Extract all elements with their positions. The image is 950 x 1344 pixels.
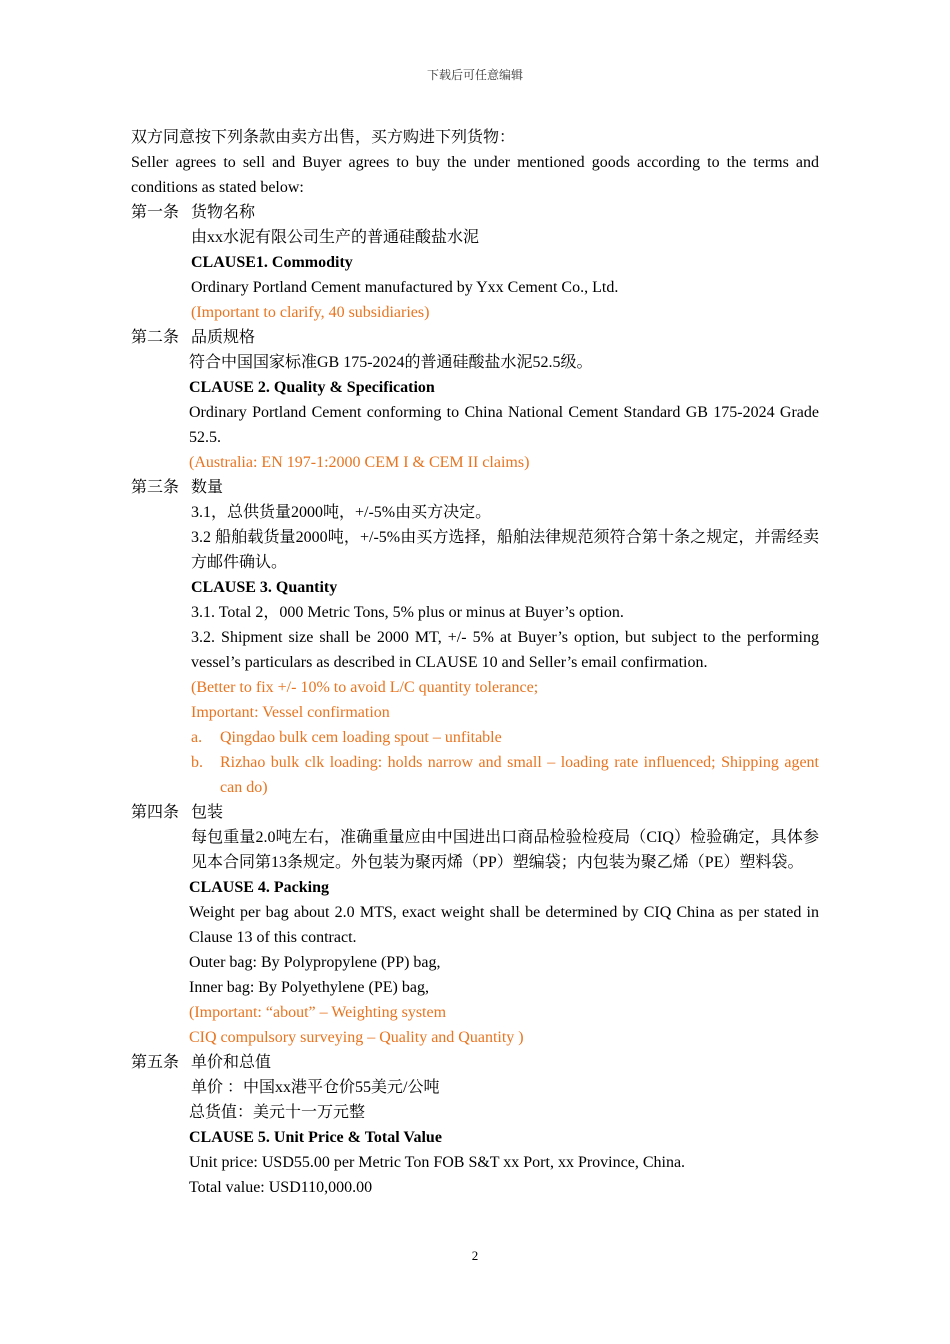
clause3-en2: 3.2. Shipment size shall be 2000 MT, +/- 5% at Buyer’s option, but subject to the performing vessel’s particulars as described in CLAUSE 10 and Seller’s email confirmation.	[191, 629, 819, 671]
clause5-cn1: 单价 ：中国xx港平仓价55美元/公吨	[191, 1079, 440, 1096]
clause5-en-title: CLAUSE 5. Unit Price & Total Value	[189, 1129, 442, 1146]
page-number: 2	[471, 1248, 479, 1263]
clause5-number: 第五条	[131, 1054, 180, 1071]
clause1-cn: 由xx水泥有限公司生产的普通硅酸盐水泥	[191, 229, 480, 246]
clause4-en-title: CLAUSE 4. Packing	[189, 879, 330, 896]
clause4-number: 第四条	[131, 804, 180, 821]
clause4-title: 包装	[191, 804, 224, 821]
clause5-en1: Unit price: USD55.00 per Metric Ton FOB S&T xx Port, xx Province, China.	[189, 1154, 686, 1171]
intro-cn: 双方同意按下列条款由卖方出售，买方购进下列货物：	[131, 129, 516, 146]
clause1-note: (Important to clarify, 40 subsidiaries)	[191, 304, 430, 321]
clause4-en3: Inner bag: By Polyethylene (PE) bag,	[189, 979, 429, 996]
clause2-en-title: CLAUSE 2. Quality & Specification	[189, 379, 435, 396]
clause4-en2: Outer bag: By Polypropylene (PP) bag,	[189, 954, 441, 971]
clause2-note: (Australia: EN 197-1:2000 CEM I & CEM II claims)	[189, 454, 530, 471]
clause1-number: 第一条	[131, 204, 180, 221]
list-text: Rizhao bulk clk loading: holds narrow and small – loading rate influenced; Shipping agent can do)	[220, 754, 819, 796]
clause1-en: Ordinary Portland Cement manufactured by Yxx Cement Co., Ltd.	[191, 279, 619, 296]
page-header: 下载后可任意编辑	[426, 68, 523, 82]
clause3-note1: (Better to fix +/- 10% to avoid L/C quantity tolerance;	[191, 679, 539, 696]
clause1-en-title: CLAUSE1. Commodity	[191, 254, 353, 271]
list-marker: b.	[191, 754, 203, 771]
list-item	[131, 725, 819, 750]
list-item	[131, 750, 819, 800]
clause4-note1: (Important: “about” – Weighting system	[189, 1004, 447, 1021]
clause4-en1: Weight per bag about 2.0 MTS, exact weight shall be determined by CIQ China as per stated in Clause 13 of this contract.	[189, 904, 819, 946]
list-text: Qingdao bulk cem loading spout – unfitable	[220, 729, 502, 746]
clause2-cn: 符合中国国家标准GB 175-2024的普通硅酸盐水泥52.5级。	[189, 354, 593, 371]
clause3-en1: 3.1. Total 2，000 Metric Tons, 5% plus or minus at Buyer’s option.	[191, 604, 624, 621]
clause4-cn: 每包重量2.0吨左右，准确重量应由中国进出口商品检验检疫局（CIQ）检验确定，具体参见本合同第13条规定。外包装为聚丙烯（PP）塑编袋；内包装为聚乙烯（PE）塑料袋。	[191, 829, 819, 871]
clause3-heading	[131, 475, 819, 500]
clause2-title: 品质规格	[191, 329, 256, 346]
clause3-cn2: 3.2 船舶载货量2000吨，+/-5%由买方选择，船舶法律规范须符合第十条之规定，并需经卖方邮件确认。	[191, 529, 819, 571]
clause3-cn1: 3.1，总供货量2000吨，+/-5%由买方决定。	[191, 504, 492, 521]
clause3-title: 数量	[191, 479, 224, 496]
clause4-note2: CIQ compulsory surveying – Quality and Quantity )	[189, 1029, 524, 1046]
clause5-cn2: 总货值：美元十一万元整	[189, 1104, 366, 1121]
clause5-en2: Total value: USD110,000.00	[189, 1179, 373, 1196]
clause1-title: 货物名称	[191, 204, 256, 221]
clause2-heading	[131, 325, 819, 350]
clause1-heading	[131, 200, 819, 225]
clause2-number: 第二条	[131, 329, 180, 346]
clause3-number: 第三条	[131, 479, 180, 496]
intro-en: Seller agrees to sell and Buyer agrees to buy the under mentioned goods according to the terms and conditions as stated below:	[131, 154, 819, 196]
clause5-heading	[131, 1050, 819, 1075]
contract-body	[131, 125, 819, 1200]
list-marker: a.	[191, 729, 203, 746]
clause3-note2: Important: Vessel confirmation	[191, 704, 390, 721]
clause4-heading	[131, 800, 819, 825]
clause2-en: Ordinary Portland Cement conforming to China National Cement Standard GB 175-2024 Grade 52.5.	[189, 404, 819, 446]
clause5-title: 单价和总值	[191, 1054, 272, 1071]
clause3-en-title: CLAUSE 3. Quantity	[191, 579, 338, 596]
